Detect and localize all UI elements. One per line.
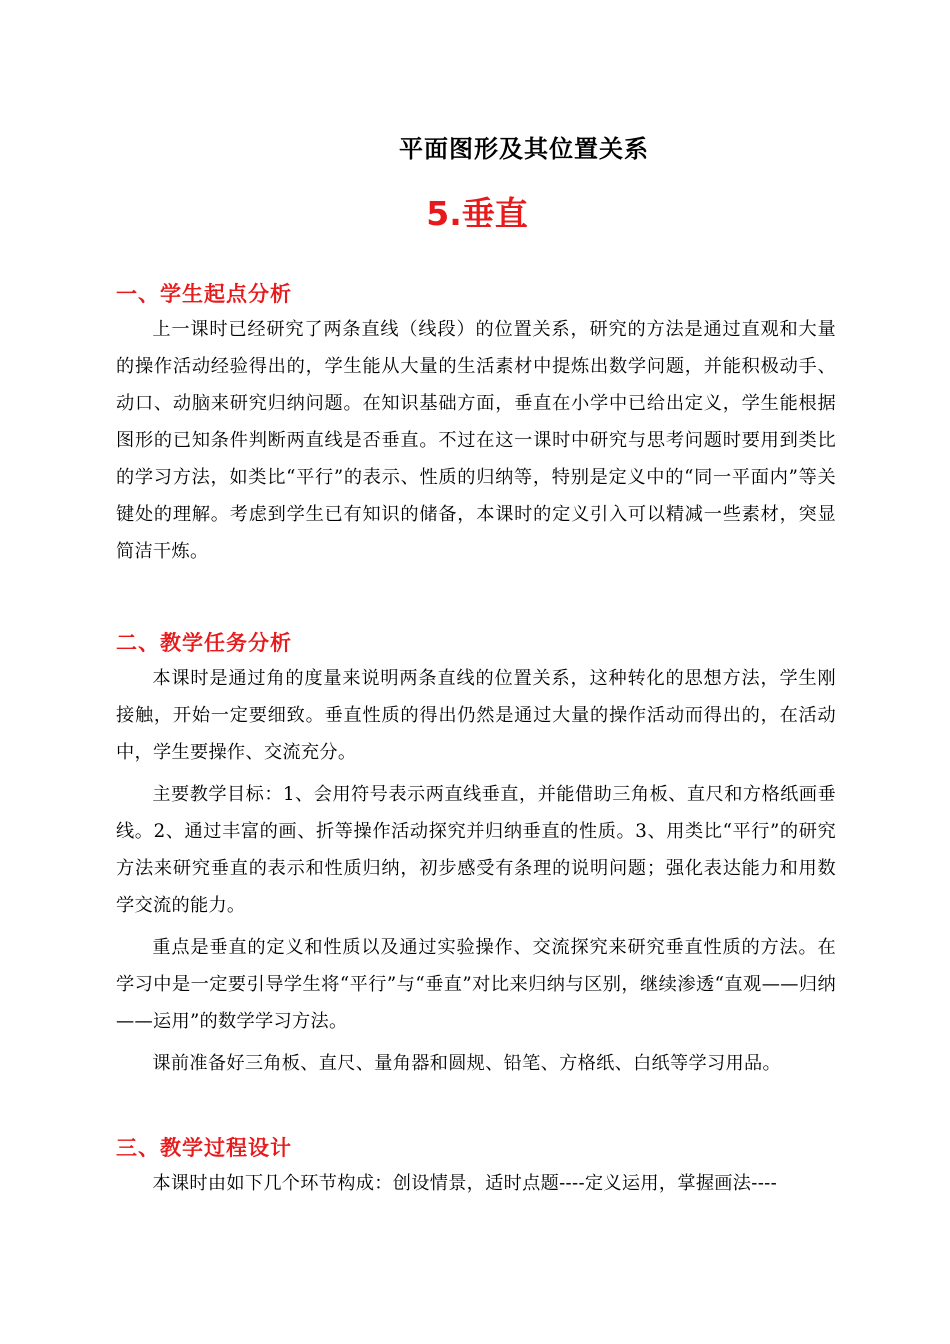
document-subtitle: 平面图形及其位置关系 [399,135,649,163]
paragraph: 重点是垂直的定义和性质以及通过实验操作、交流探究来研究垂直性质的方法。在学习中是一定要引导学生将“平行”与“垂直”对比来归纳与区别，继续渗透“直观——归纳——运用”的数学学习方法。 [116,937,836,1032]
section-process-design [116,1133,836,1207]
paragraph: 本课时是通过角的度量来说明两条直线的位置关系，这种转化的思想方法，学生刚接触，开始一定要细致。垂直性质的得出仍然是通过大量的操作活动而得出的，在活动中，学生要操作、交流充分。 [116,668,836,763]
section-heading: 二、教学任务分析 [116,631,292,655]
paragraph: 上一课时已经研究了两条直线（线段）的位置关系，研究的方法是通过直观和大量的操作活动经验得出的，学生能从大量的生活素材中提炼出数学问题，并能积极动手、动口、动脑来研究归纳问题。在知识基础方面，垂直在小学中已给出定义，学生能根据图形的已知条件判断两直线是否垂直。不过在这一课时中研究与思考问题时要用到类比的学习方法，如类比“平行”的表示、性质的归纳等，特别是定义中的“同一平面内”等关键处的理解。考虑到学生已有知识的储备，本课时的定义引入可以精减一些素材，突显简洁干炼。 [116,319,836,562]
paragraph: 主要教学目标：1、会用符号表示两直线垂直，并能借助三角板、直尺和方格纸画垂线。2、通过丰富的画、折等操作活动探究并归纳垂直的性质。3、用类比“平行”的研究方法来研究垂直的表示和性质归纳，初步感受有条理的说明问题；强化表达能力和用数学交流的能力。 [116,784,836,916]
section-heading: 一、学生起点分析 [116,282,292,306]
section-student-analysis [116,279,836,575]
document-title: 5.垂直 [426,194,528,233]
paragraph: 本课时由如下几个环节构成：创设情景，适时点题----定义运用，掌握画法---- [152,1173,778,1194]
section-heading: 三、教学过程设计 [116,1136,292,1160]
paragraph: 课前准备好三角板、直尺、量角器和圆规、铅笔、方格纸、白纸等学习用品。 [152,1053,781,1074]
section-task-analysis [116,628,836,1087]
